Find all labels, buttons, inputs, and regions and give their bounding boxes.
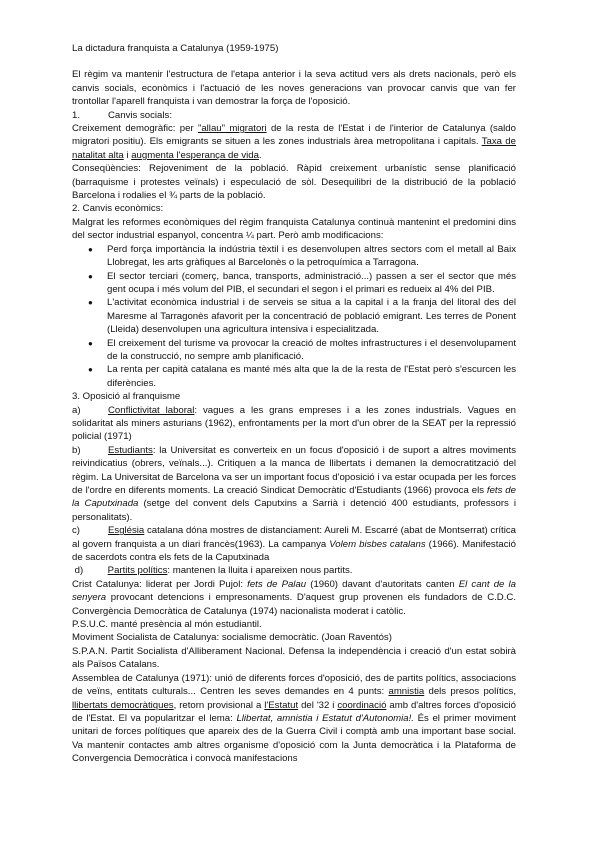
text-run: Creixement demogràfic: per	[72, 123, 198, 135]
text-run: .	[258, 149, 262, 161]
list-item: ● L'activitat econòmica industrial i de serveis se situa a la capital i a la franja del litoral des del Maresme al Tarragonès afavorit per la concentració de població emigrant. Les terres de Ponent (Lleida) desenvolupen una agricultura intensiva i especialitzada.	[107, 296, 516, 336]
intro-paragraph: El règim va mantenir l'estructura de l'etapa anterior i la seva actitud vers als drets nacionals, però els canvis socials, econòmics i l'actuació de les noves generacions van provocar canvis que van fer trontollar l'aparell franquista i van demostrar la força de l'oposició.	[72, 69, 516, 108]
text-run: amnistia	[388, 686, 425, 698]
text-run: (1966). Manifestació de sacerdots contra els fets de la Caputxinada	[72, 538, 516, 564]
item-a-paragraph	[72, 404, 516, 444]
text-run: dels presos polítics,	[424, 686, 516, 698]
section-2-heading: 2. Canvis econòmics:	[72, 203, 164, 215]
section-3-heading: 3. Oposició al franquisme	[72, 391, 181, 403]
text-run: Església	[108, 525, 145, 537]
text-run: , retorn provisional a	[173, 699, 265, 711]
text-run: Estudiants	[108, 444, 153, 456]
list-item: ● La renta per capità catalana es manté més alta que la de la resta de l'Estat però s'escurcen les diferències.	[107, 363, 516, 390]
text-run: El cant de la senyera	[72, 578, 516, 604]
text-run: Conflictivitat laboral	[108, 404, 195, 416]
text-run: augmenta l'esperança de vida	[131, 149, 259, 161]
text-run: : la Universitat es converteix en un focus d'oposició i de suport a altres moviments reivindicatius (obrers, veïnals...). Critiquen a la manca de llibertats i demanen la democratització del règim. La Universitat de Barcelona va ser un important focus d'oposició i va estar ocupada per les forces de l'ordre en diferents moments. La creació Sindicat Democràtic d'Estudiants (1966) provoca els	[72, 444, 516, 496]
text-run: fets de la Caputxinada	[72, 485, 516, 510]
list-item: ● El creixement del turisme va provocar la creació de moltes infrastructures i el desenvolupament de la construcció, no sempre amb planificació.	[107, 337, 516, 364]
item-c-paragraph	[72, 524, 516, 564]
crist-paragraph	[72, 578, 516, 618]
msc-paragraph: Moviment Socialista de Catalunya: socialisme democràtic. (Joan Raventós)	[72, 632, 392, 644]
document-title: La dictadura franquista a Catalunya (1959-1975)	[72, 43, 279, 54]
text-run: Volem bisbes catalans	[329, 538, 426, 550]
text-run: (setge del convent dels Caputxins a Sarrià i detenció 400 estudiants, professors i personalitats).	[72, 498, 516, 523]
text-run: de la resta de l'Estat i de l'interior de Catalunya (saldo migratori positiu). Els emigrants se situen a les zones industrials àrea metropolitana i capitals.	[72, 123, 516, 148]
section-1-title: Canvis socials:	[108, 109, 172, 121]
text-run: amb d'altres forces d'oposició de l'Estat. El va popularitzar el lema:	[72, 699, 516, 724]
psuc-paragraph: P.S.U.C. manté presència al món estudiantil.	[72, 619, 262, 631]
text-run: provocant detencions i empresonaments. D'aquest grup provenen els fundadors de C.D.C. Convergència Democràtica de Catalunya (1974) nacionalista moderat i catòlic.	[72, 592, 516, 617]
text-run: coordinació	[337, 699, 387, 711]
text-run: Crist Catalunya: liderat per Jordi Pujol:	[72, 578, 248, 590]
item-b-paragraph	[72, 444, 516, 524]
malgrat-paragraph: Malgrat les reformes econòmiques del règim franquista Catalunya continuà mantenint el predomini dins del sector industrial espanyol, concentra ¼ part. Però amb modificacions:	[72, 216, 516, 242]
text-run: (1960) davant d'autoritats canten	[306, 578, 459, 590]
creixement-paragraph	[72, 122, 516, 162]
text-run: catalana dóna mostres de distanciament: Aureli M. Escarré (abat de Montserrat) crítica al govern franquista a un diari francès(1963). La campanya	[72, 525, 516, 550]
item-letter: d)	[74, 565, 84, 577]
text-run: Partits polítics	[107, 565, 168, 577]
text-run: "allau" migratori	[197, 123, 267, 135]
text-run: fets de Palau	[247, 578, 307, 590]
item-letter: c)	[72, 525, 80, 537]
span-paragraph: S.P.A.N. Partit Socialista d'Alliberament Nacional. Defensa la independència i creació d'un estat sobirà als Països Catalans.	[72, 645, 516, 671]
text-run: : mantenen la lluita i apareixen nous partits.	[167, 565, 353, 577]
text-run: Llibertat, amnistia i Estatut d'Autonomia!.	[236, 712, 414, 724]
section-1-number: 1.	[72, 109, 81, 121]
section-1-heading	[72, 109, 516, 122]
assemblea-paragraph	[72, 672, 516, 766]
item-d-paragraph	[72, 564, 516, 577]
consequencies-paragraph: Conseqüències: Rejoveniment de la població. Ràpid creixement urbanístic sense planificació (barraquisme i protestes veïnals) i especulació de sòl. Desequilibri de la distribució de la població Barcelona i rodalies el ¾ parts de la població.	[72, 163, 516, 202]
text-run: Taxa de natalitat alta	[72, 136, 516, 161]
text-run: i	[123, 149, 132, 161]
item-letter: b)	[72, 444, 81, 456]
item-letter: a)	[72, 404, 81, 416]
text-run: llibertats democràtiques	[72, 699, 174, 711]
text-run: És el primer moviment unitari de forces polítiques que apareix des de la Guerra Civil i comptà amb una important base social. Va mantenir contactes amb altres organisme d'oposició com la Junta democràtica i la Plataforma de Convergencia Democràtica i convocà manifestacions	[72, 712, 516, 765]
text-run: Assemblea de Catalunya (1971): unió de diferents forces d'oposició, des de partits polítics, associacions de veïns, entitats culturals... Centren les seves demandes en 4 punts:	[72, 672, 516, 698]
text-run: l'Estatut	[264, 699, 299, 711]
text-run: : vagues a les grans empreses i a les zones industrials. Vagues en solidaritat als miners asturians (1962), enfrontaments per la mort d'un obrer de la SEAT per la repressió policial (1971)	[72, 404, 516, 443]
text-run: del '32 i	[298, 699, 338, 711]
economic-bullet-list	[72, 243, 516, 390]
document-page	[72, 42, 516, 766]
list-item: ● El sector terciari (comerç, banca, transports, administració...) passen a ser el sector que més gent ocupa i més volum del PIB, el secundari el segon i el primari es redueix al 4% del PIB.	[107, 270, 516, 297]
list-item: ● Perd força importància la indústria tèxtil i es desenvolupen altres sectors com el metall al Baix Llobregat, les arts gràfiques al Barcelonès o la petroquímica a Tarragona.	[107, 243, 516, 270]
